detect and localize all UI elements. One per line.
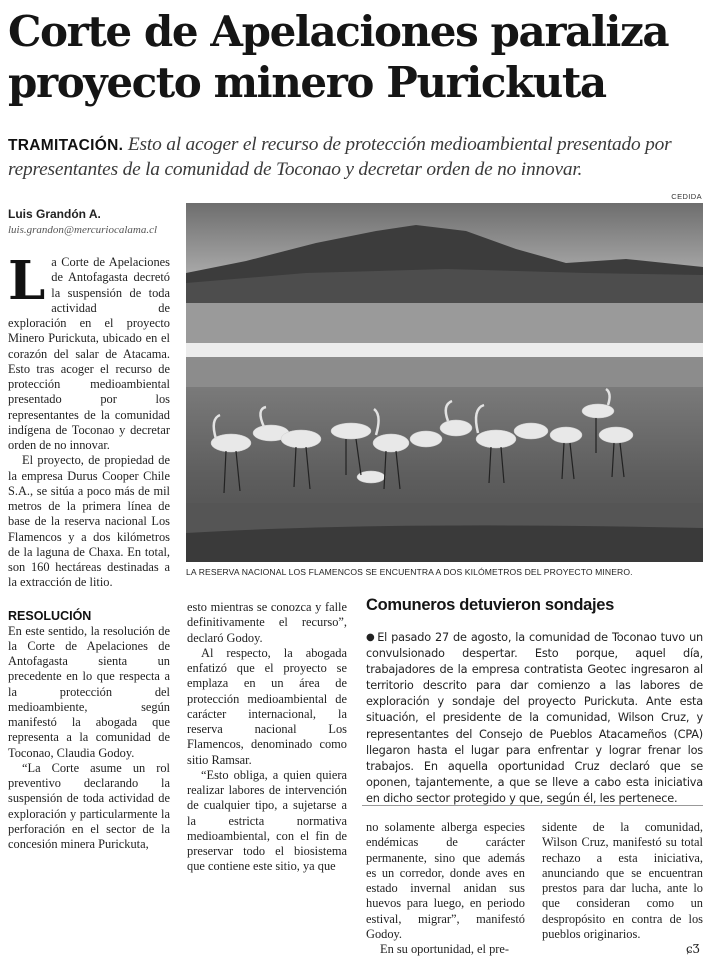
lead-paragraph xyxy=(8,133,703,182)
column-3 xyxy=(366,820,525,957)
paragraph-text: a Corte de Apelaciones de Antofagasta decretó la suspensión de toda actividad de exploración en el proyecto Minero Purickuta, ubicado en el corazón del salar de Atacama. Esto tras acoger el recurso de protección medioambiental presentado por los representantes de la comunidad indígena de Toconao y decretar orden de no innovar. xyxy=(8,255,170,452)
column-1 xyxy=(8,250,170,852)
headline: Corte de Apelaciones paraliza proyecto minero Purickuta xyxy=(8,7,669,107)
photo-credit: CEDIDA xyxy=(671,192,702,201)
column-4 xyxy=(542,820,703,942)
column-2 xyxy=(187,600,347,875)
lead-text: Esto al acoger el recurso de protección medioambiental presentado por representantes de la comunidad de Toconao y decretar orden de no innovar. xyxy=(8,134,672,180)
box-paragraph: El pasado 27 de agosto, la comunidad de Toconao tuvo un convulsionado despertar. Esto porque, aquel día, trabajadores de la empresa contratista Geotec ingresaron al territorio descrito para dar comienzo a las labores de exploración y sondaje del proyecto Purickuta. Ante esta situación, el presidente de la comunidad, Wilson Cruz, y representantes del Consejo de Pueblos Atacameños (CPA) llegaron hasta el lugar para enfrentar y lograr frenar los trabajos. En aquella oportunidad Cruz declaró que se oponen, tajantemente, a que se lleve a cabo esta iniciativa en dicho sector protegido y que, según él, les pertenece. xyxy=(366,631,703,805)
sidebar-box-title: Comuneros detuvieron sondajes xyxy=(366,596,615,614)
flamingos-image xyxy=(186,203,703,562)
sidebar-box-text xyxy=(366,630,703,807)
body-paragraph: sidente de la comunidad, Wilson Cruz, manifestó su total rechazo a esta iniciativa, anunciando que se encuentran prestos para dar lucha, ante lo que consideran como un despropósito en contra de los pueblos originarios. xyxy=(542,820,703,941)
body-paragraph: Al respecto, la abogada enfatizó que el proyecto se emplaza en un área de protección medioambiental de carácter internacional, la reserva nacional Los Flamencos, denominado como sitio Ramsar. xyxy=(187,645,347,767)
section-subhead: RESOLUCIÓN xyxy=(8,608,92,623)
body-paragraph: El proyecto, de propiedad de la empresa Durus Cooper Chile S.A., se sitúa a poco más de mil metros de la primera línea de base de la reserva nacional Los Flamencos y a dos kilómetros de la laguna de Chaxa. En total, son 160 hectáreas destinadas a la extracción de litio. xyxy=(8,453,170,590)
author-name: Luis Grandón A. xyxy=(8,207,101,221)
author-email: luis.grandon@mercuriocalama.cl xyxy=(8,224,158,236)
photo-caption: LA RESERVA NACIONAL LOS FLAMENCOS SE ENCUENTRA A DOS KILÓMETROS DEL PROYECTO MINERO. xyxy=(186,567,633,577)
body-paragraph: En este sentido, la resolución de la Corte de Apelaciones de Antofagasta sienta un precedente en lo que respecta a la protección del medioambiente, según manifestó la abogada que representa a la comunidad de Toconao, Claudia Godoy. xyxy=(8,623,170,760)
body-paragraph: “La Corte asume un rol preventivo declarando la suspensión de toda actividad de exploración y particularmente la perforación en el sector de la concesión minera Purickuta, xyxy=(8,760,170,851)
flamingos-photo xyxy=(186,203,703,562)
body-paragraph: esto mientras se conozca y falle definitivamente el recurso”, declaró Godoy. xyxy=(187,600,347,645)
body-paragraph: En su oportunidad, el pre- xyxy=(380,942,510,956)
lead-kicker: TRAMITACIÓN. xyxy=(8,137,124,154)
drop-cap: L xyxy=(8,250,46,312)
body-paragraph: no solamente alberga especies endémicas de carácter permanente, sino que además es un corredor, donde aves en estado invernal anidan sus huevos para luego, en periodo estival, migrar”, manifestó Godoy. xyxy=(366,820,525,941)
body-paragraph: “Esto obliga, a quien quiera realizar labores de intervención de cualquier tipo, a sujetarse a la estricta normativa medioambiental, con el fin de preservar todo el biosistema que contiene este sitio, ya que xyxy=(187,767,347,874)
divider xyxy=(362,805,703,806)
body-paragraph xyxy=(8,250,170,453)
end-mark: ɕƷ xyxy=(686,942,700,956)
bullet-icon: ● xyxy=(366,632,376,643)
